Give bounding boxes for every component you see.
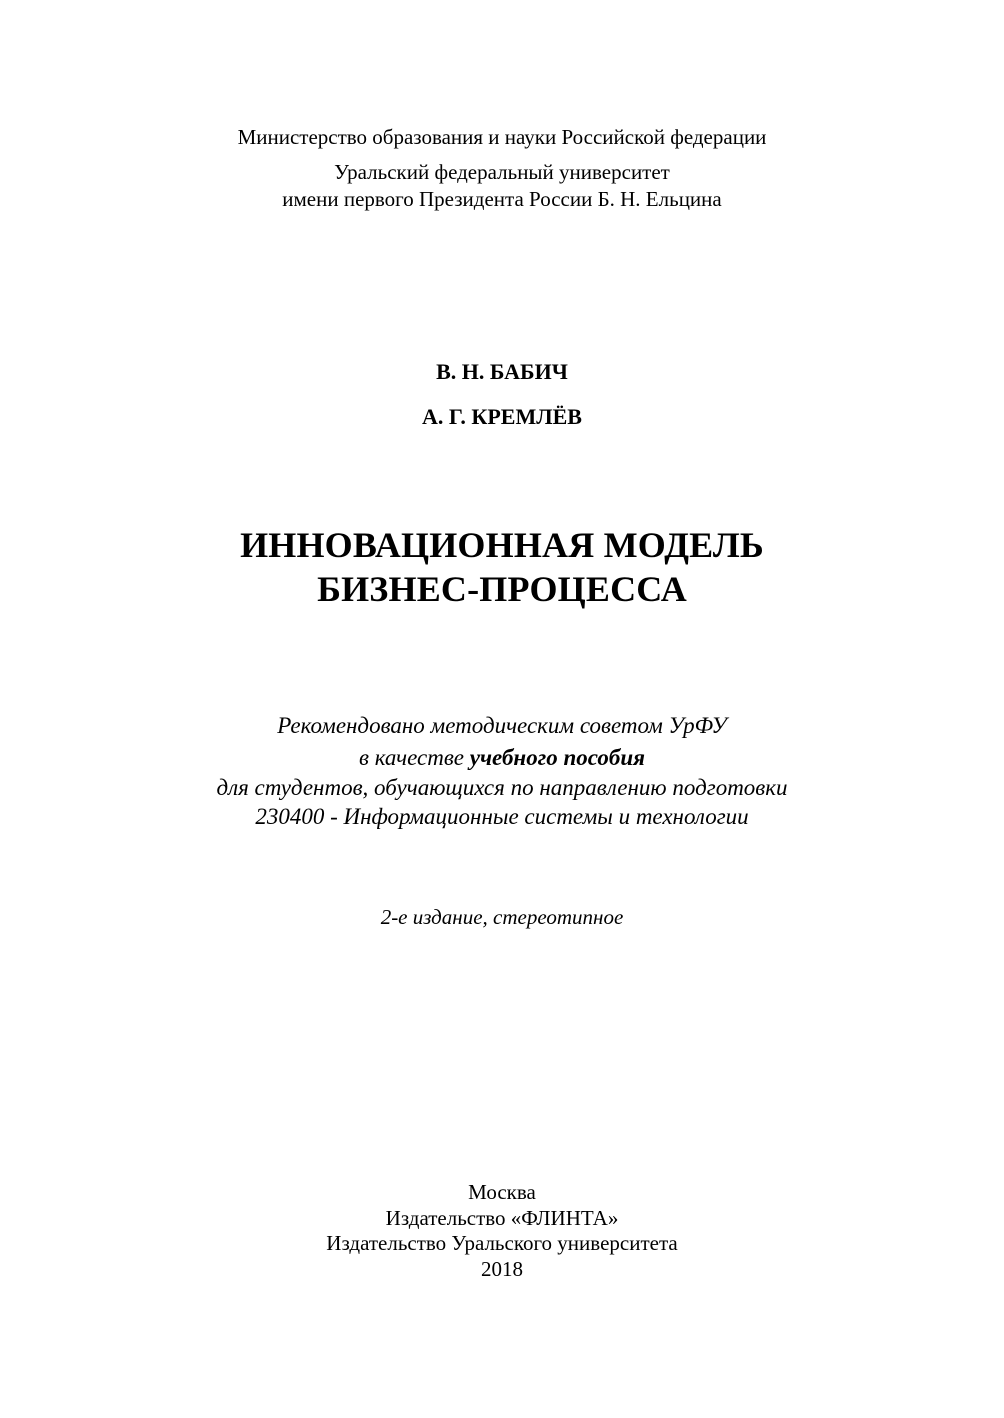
recommendation-prefix: в качестве	[359, 745, 470, 770]
university-name-line: имени первого Президента России Б. Н. Ельцина	[282, 187, 722, 211]
book-title-line-2: БИЗНЕС-ПРОЦЕССА	[317, 569, 687, 609]
recommendation-line-4: 230400 - Информационные системы и технологии	[255, 804, 749, 829]
imprint-city: Москва	[468, 1180, 536, 1204]
recommendation-emphasis: учебного пособия	[469, 745, 645, 770]
imprint-publisher-2: Издательство Уральского университета	[326, 1231, 678, 1255]
recommendation-line-2	[0, 743, 1004, 772]
author-2: А. Г. КРЕМЛЁВ	[422, 404, 582, 429]
ministry-line: Министерство образования и науки Российской федерации	[237, 125, 767, 149]
recommendation-line-3: для студентов, обучающихся по направлению подготовки	[216, 775, 788, 800]
recommendation-line-1: Рекомендовано методическим советом УрФУ	[277, 713, 727, 738]
imprint-publisher-1: Издательство «ФЛИНТА»	[385, 1206, 619, 1230]
university-line: Уральский федеральный университет	[334, 160, 670, 184]
imprint-year: 2018	[481, 1257, 523, 1281]
author-1: В. Н. БАБИЧ	[436, 359, 568, 384]
book-title-line-1: ИННОВАЦИОННАЯ МОДЕЛЬ	[240, 525, 764, 565]
edition-note: 2-е издание, стереотипное	[380, 905, 624, 929]
